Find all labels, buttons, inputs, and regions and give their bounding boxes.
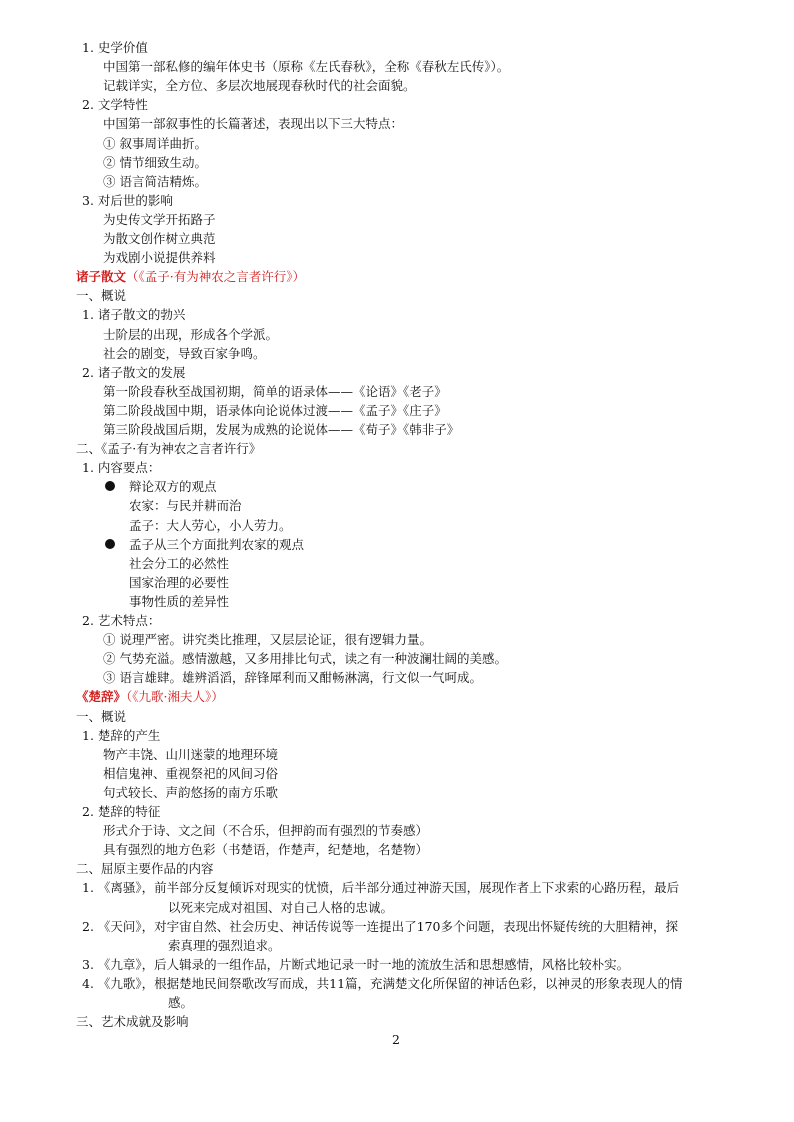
- text-line: 具有强烈的地方色彩（书楚语，作楚声，纪楚地，名楚物）: [103, 842, 429, 858]
- text-line: 2. 艺术特点：: [82, 613, 161, 628]
- text-line: 3. 《九章》，后人辑录的一组作品，片断式地记录一时一地的流放生活和思想感情，风格比较朴实。: [82, 956, 630, 972]
- text-line: ② 情节细致生动。: [103, 154, 207, 170]
- section-heading-title: 《楚辞》: [76, 689, 127, 705]
- text-line: ② 气势充溢。感情激越，又多用排比句式，读之有一种波澜壮阔的美感。: [103, 651, 507, 667]
- text-line: ③ 语言雄肆。雄辨滔滔，辞锋犀利而又酣畅淋漓，行文似一气呵成。: [103, 670, 482, 686]
- bullet-icon: [105, 539, 115, 549]
- text-line: 第三阶段战国后期，发展为成熟的论说体——《荀子》《韩非子》: [103, 422, 460, 437]
- text-line: 物产丰饶、山川迷蒙的地理环境: [103, 746, 279, 762]
- text-line: 1. 内容要点：: [82, 460, 161, 476]
- text-line: 2. 诸子散文的发展: [82, 364, 186, 380]
- text-line: 4. 《九歌》，根据楚地民间祭歌改写而成，共11篇，充满楚文化所保留的神话色彩，以神灵的形象表现人的情: [82, 975, 683, 991]
- text-line: 孟子：大人劳心，小人劳力。: [129, 517, 292, 533]
- section-heading: [76, 267, 305, 286]
- text-line: ③ 语言简洁精炼。: [103, 173, 207, 189]
- section-heading: [76, 687, 224, 706]
- bullet-text: 辩论双方的观点: [129, 479, 217, 495]
- text-line: 形式介于诗、文之间（不合乐，但押韵而有强烈的节奏感）: [103, 823, 429, 839]
- text-line: 3. 对后世的影响: [82, 192, 173, 208]
- text-line: 2. 文学特性: [82, 97, 148, 113]
- text-line: 社会的剧变，导致百家争鸣。: [103, 345, 266, 361]
- text-line: 第二阶段战国中期，语录体向论说体过渡——《孟子》《庄子》: [103, 402, 447, 418]
- bullet-text: 孟子从三个方面批判农家的观点: [129, 536, 305, 552]
- text-line: 二、《孟子·有为神农之言者许行》: [76, 441, 262, 457]
- text-line: 1. 楚辞的产生: [82, 727, 161, 743]
- text-line: 相信鬼神、重视祭祀的风间习俗: [103, 765, 279, 781]
- section-heading-subtitle: （《孟子·有为神农之言者许行》）: [126, 269, 305, 285]
- text-line: 中国第一部私修的编年体史书（原称《左氏春秋》，全称《春秋左氏传》）。: [103, 59, 510, 75]
- bullet-icon: [105, 481, 115, 491]
- text-line: ① 说理严密。讲究类比推理，又层层论证，很有逻辑力量。: [103, 632, 432, 648]
- text-line: 二、屈原主要作品的内容: [76, 861, 214, 877]
- text-line: 中国第一部叙事性的长篇著述，表现出以下三大特点：: [103, 116, 404, 132]
- text-line: 2. 楚辞的特征: [82, 804, 161, 819]
- text-line: 一、概说: [76, 708, 127, 724]
- text-line: 为史传文学开拓路子: [103, 211, 216, 227]
- text-line: ① 叙事周详曲折。: [103, 135, 207, 151]
- text-line: 一、概说: [76, 288, 127, 304]
- text-line: 事物性质的差异性: [129, 593, 230, 609]
- text-line: 1. 史学价值: [82, 40, 148, 55]
- text-line: 记载详实，全方位、多层次地展现春秋时代的社会面貌。: [103, 78, 416, 94]
- text-line: 为戏剧小说提供养料: [103, 250, 216, 266]
- text-line: 1. 诸子散文的勃兴: [82, 307, 186, 323]
- text-line: 社会分工的必然性: [129, 555, 230, 571]
- text-line: 1. 《离骚》，前半部分反复倾诉对现实的忧愤，后半部分通过神游天国，展现作者上下求索的心路历程，最后: [82, 880, 680, 896]
- text-line: 为散文创作树立典范: [103, 231, 216, 246]
- text-line: 农家：与民并耕而治: [129, 498, 242, 514]
- text-line: 索真理的强烈追求。: [168, 937, 281, 953]
- text-line: 士阶层的出现，形成各个学派。: [103, 326, 279, 342]
- page-number: 2: [392, 1032, 400, 1047]
- text-line: 句式较长、声韵悠扬的南方乐歌: [103, 784, 279, 800]
- section-heading-title: 诸子散文: [76, 269, 127, 285]
- text-line: 2. 《天问》，对宇宙自然、社会历史、神话传说等一连提出了170多个问题，表现出怀疑传统的大胆精神，探: [82, 918, 679, 934]
- text-line: 三、艺术成就及影响: [76, 1014, 189, 1030]
- text-line: 感。: [168, 995, 194, 1010]
- bullet-item: [129, 477, 217, 496]
- text-line: 第一阶段春秋至战国初期，简单的语录体——《论语》《老子》: [103, 383, 447, 399]
- text-line: 国家治理的必要性: [129, 574, 230, 590]
- bullet-item: [129, 535, 304, 554]
- text-line: 以死来完成对祖国、对自己人格的忠诚。: [168, 899, 394, 915]
- section-heading-subtitle: （《九歌·湘夫人》）: [126, 689, 224, 705]
